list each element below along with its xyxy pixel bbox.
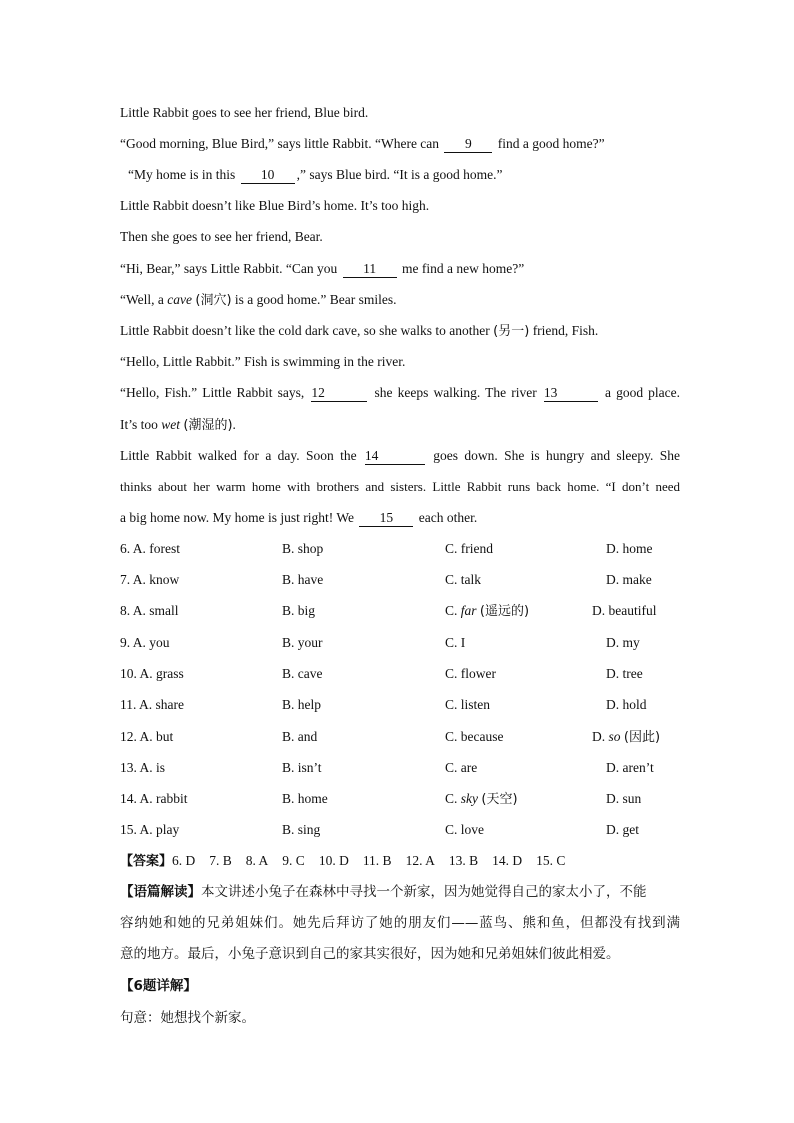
analysis-line-2: 容纳她和她的兄弟姐妹们。她先后拜访了她的朋友们——蓝鸟、熊和鱼，但都没有找到满 [120, 915, 680, 931]
option-d: D. aren’t [606, 760, 654, 775]
passage-text: friend, Fish. [529, 323, 599, 338]
option-c: C. talk [445, 572, 481, 587]
option-a: 12. A. but [120, 729, 174, 744]
option-d: D. get [606, 822, 639, 837]
option-c: C. are [445, 760, 478, 775]
option-c: C. friend [445, 541, 493, 556]
passage-line-3 [128, 165, 688, 185]
chinese-gloss: (洞穴) [195, 293, 232, 308]
answer-item: 6. D [172, 853, 196, 868]
passage-line-1: Little Rabbit goes to see her friend, Blue bird. [120, 105, 369, 120]
passage-text: “Well, a [120, 292, 168, 307]
blank-14: 14 [365, 448, 425, 465]
option-b: B. have [282, 572, 324, 587]
option-a: 6. A. forest [120, 541, 180, 556]
answer-item: 13. B [448, 853, 479, 868]
answer-item: 15. C [536, 853, 566, 868]
option-d: D. tree [606, 666, 643, 681]
option-a: 7. A. know [120, 572, 180, 587]
option-d: D. make [606, 572, 652, 587]
passage-line-9: “Hello, Little Rabbit.” Fish is swimming in the river. [120, 354, 406, 369]
passage-line-12 [120, 446, 680, 466]
option-b: B. big [282, 603, 316, 618]
blank-13: 13 [544, 385, 598, 402]
answer-item: 12. A [405, 853, 435, 868]
word-wet: wet [161, 417, 181, 432]
passage-line-11 [120, 415, 680, 436]
passage-line-10 [120, 383, 680, 403]
chinese-gloss: (潮湿的) [183, 418, 233, 433]
passage-text: find a good home?” [497, 136, 605, 151]
option-a: 13. A. is [120, 760, 166, 775]
option-a: 9. A. you [120, 635, 170, 650]
answer-item: 14. D [492, 853, 523, 868]
option-b: B. shop [282, 541, 324, 556]
passage-text: It’s too [120, 417, 162, 432]
option-c: C. listen [445, 697, 491, 712]
passage-text: “Hello, Fish.” Little Rabbit says, [120, 385, 305, 400]
option-b: B. and [282, 729, 318, 744]
analysis-line-3: 意的地方。最后，小兔子意识到自己的家其实很好，因为她和兄弟姐妹们彼此相爱。 [120, 946, 620, 962]
analysis-text: 本文讲述小兔子在森林中寻找一个新家，因为她觉得自己的家太小了，不能 [201, 884, 647, 900]
passage-text: Little Rabbit doesn’t like the cold dark cave, so she walks to another [120, 323, 494, 338]
option-c: C. love [445, 822, 484, 837]
blank-10: 10 [241, 167, 295, 184]
answer-item: 10. D [318, 853, 349, 868]
option-b: B. sing [282, 822, 321, 837]
passage-line-4: Little Rabbit doesn’t like Blue Bird’s home. It’s too high. [120, 198, 430, 213]
passage-text: a big home now. My home is just right! We [120, 510, 355, 525]
chinese-gloss: (因此) [623, 730, 661, 745]
passage-text: “Hi, Bear,” says Little Rabbit. “Can you [120, 261, 338, 276]
option-d: D. sun [606, 791, 642, 806]
option-c-prefix: C. [445, 603, 461, 618]
detail-label: 【6题详解】 [120, 978, 197, 994]
passage-text: . [232, 417, 236, 432]
answer-item: 11. B [362, 853, 392, 868]
option-d: D. my [606, 635, 640, 650]
option-c [445, 789, 518, 810]
answer-item: 7. B [209, 853, 232, 868]
option-c-prefix: C. [445, 791, 461, 806]
option-a: 10. A. grass [120, 666, 184, 681]
option-a: 15. A. play [120, 822, 180, 837]
blank-15: 15 [359, 510, 413, 527]
blank-12: 12 [311, 385, 367, 402]
passage-text: she keeps walking. The river [374, 385, 537, 400]
passage-line-5: Then she goes to see her friend, Bear. [120, 229, 323, 244]
option-a: 8. A. small [120, 603, 179, 618]
option-d: D. home [606, 541, 653, 556]
answer-item: 9. C [282, 853, 305, 868]
passage-text: a good place. [604, 385, 681, 400]
chinese-gloss: (另一) [493, 324, 530, 339]
passage-line-6 [120, 259, 680, 279]
analysis-line-1 [120, 882, 680, 902]
passage-text: each other. [418, 510, 478, 525]
answer-key [120, 851, 680, 872]
option-d [592, 727, 660, 748]
blank-9: 9 [444, 136, 492, 153]
passage-text: is a good home.” Bear smiles. [231, 292, 397, 307]
option-b: B. help [282, 697, 321, 712]
option-d: D. beautiful [592, 603, 657, 618]
passage-line-8 [120, 321, 680, 342]
word-cave: cave [167, 292, 192, 307]
option-c-word: sky [460, 791, 479, 806]
passage-line-7 [120, 290, 680, 311]
option-a: 11. A. share [120, 697, 184, 712]
option-b: B. cave [282, 666, 323, 681]
passage-text: “My home is in this [128, 167, 236, 182]
option-c [445, 601, 529, 622]
analysis-label: 【语篇解读】 [120, 884, 201, 900]
answer-label: 【答案】 [120, 854, 173, 869]
option-d-word: so [608, 729, 621, 744]
option-d-prefix: D. [592, 729, 609, 744]
option-a: 14. A. rabbit [120, 791, 188, 806]
chinese-gloss: (遥远的) [479, 604, 530, 619]
passage-text: me find a new home?” [402, 261, 525, 276]
passage-text: Little Rabbit walked for a day. Soon the [120, 448, 357, 463]
option-c: C. I [445, 635, 466, 650]
option-c: C. because [445, 729, 504, 744]
passage-line-13: thinks about her warm home with brothers and sisters. Little Rabbit runs back home. “I don’t need [120, 479, 680, 494]
answer-item: 8. A [245, 853, 269, 868]
option-d: D. hold [606, 697, 647, 712]
passage-line-2 [120, 134, 680, 154]
option-b: B. isn’t [282, 760, 322, 775]
option-c: C. flower [445, 666, 496, 681]
chinese-gloss: (天空) [481, 792, 518, 807]
passage-line-14 [120, 508, 680, 528]
passage-text: ,” says Blue bird. “It is a good home.” [296, 167, 503, 182]
passage-text: goes down. She is hungry and sleepy. She [433, 448, 680, 463]
detail-text: 句意：她想找个新家。 [120, 1010, 255, 1026]
blank-11: 11 [343, 261, 397, 278]
option-b: B. your [282, 635, 323, 650]
passage-text: “Good morning, Blue Bird,” says little Rabbit. “Where can [120, 136, 440, 151]
option-c-word: far [460, 603, 477, 618]
option-b: B. home [282, 791, 328, 806]
